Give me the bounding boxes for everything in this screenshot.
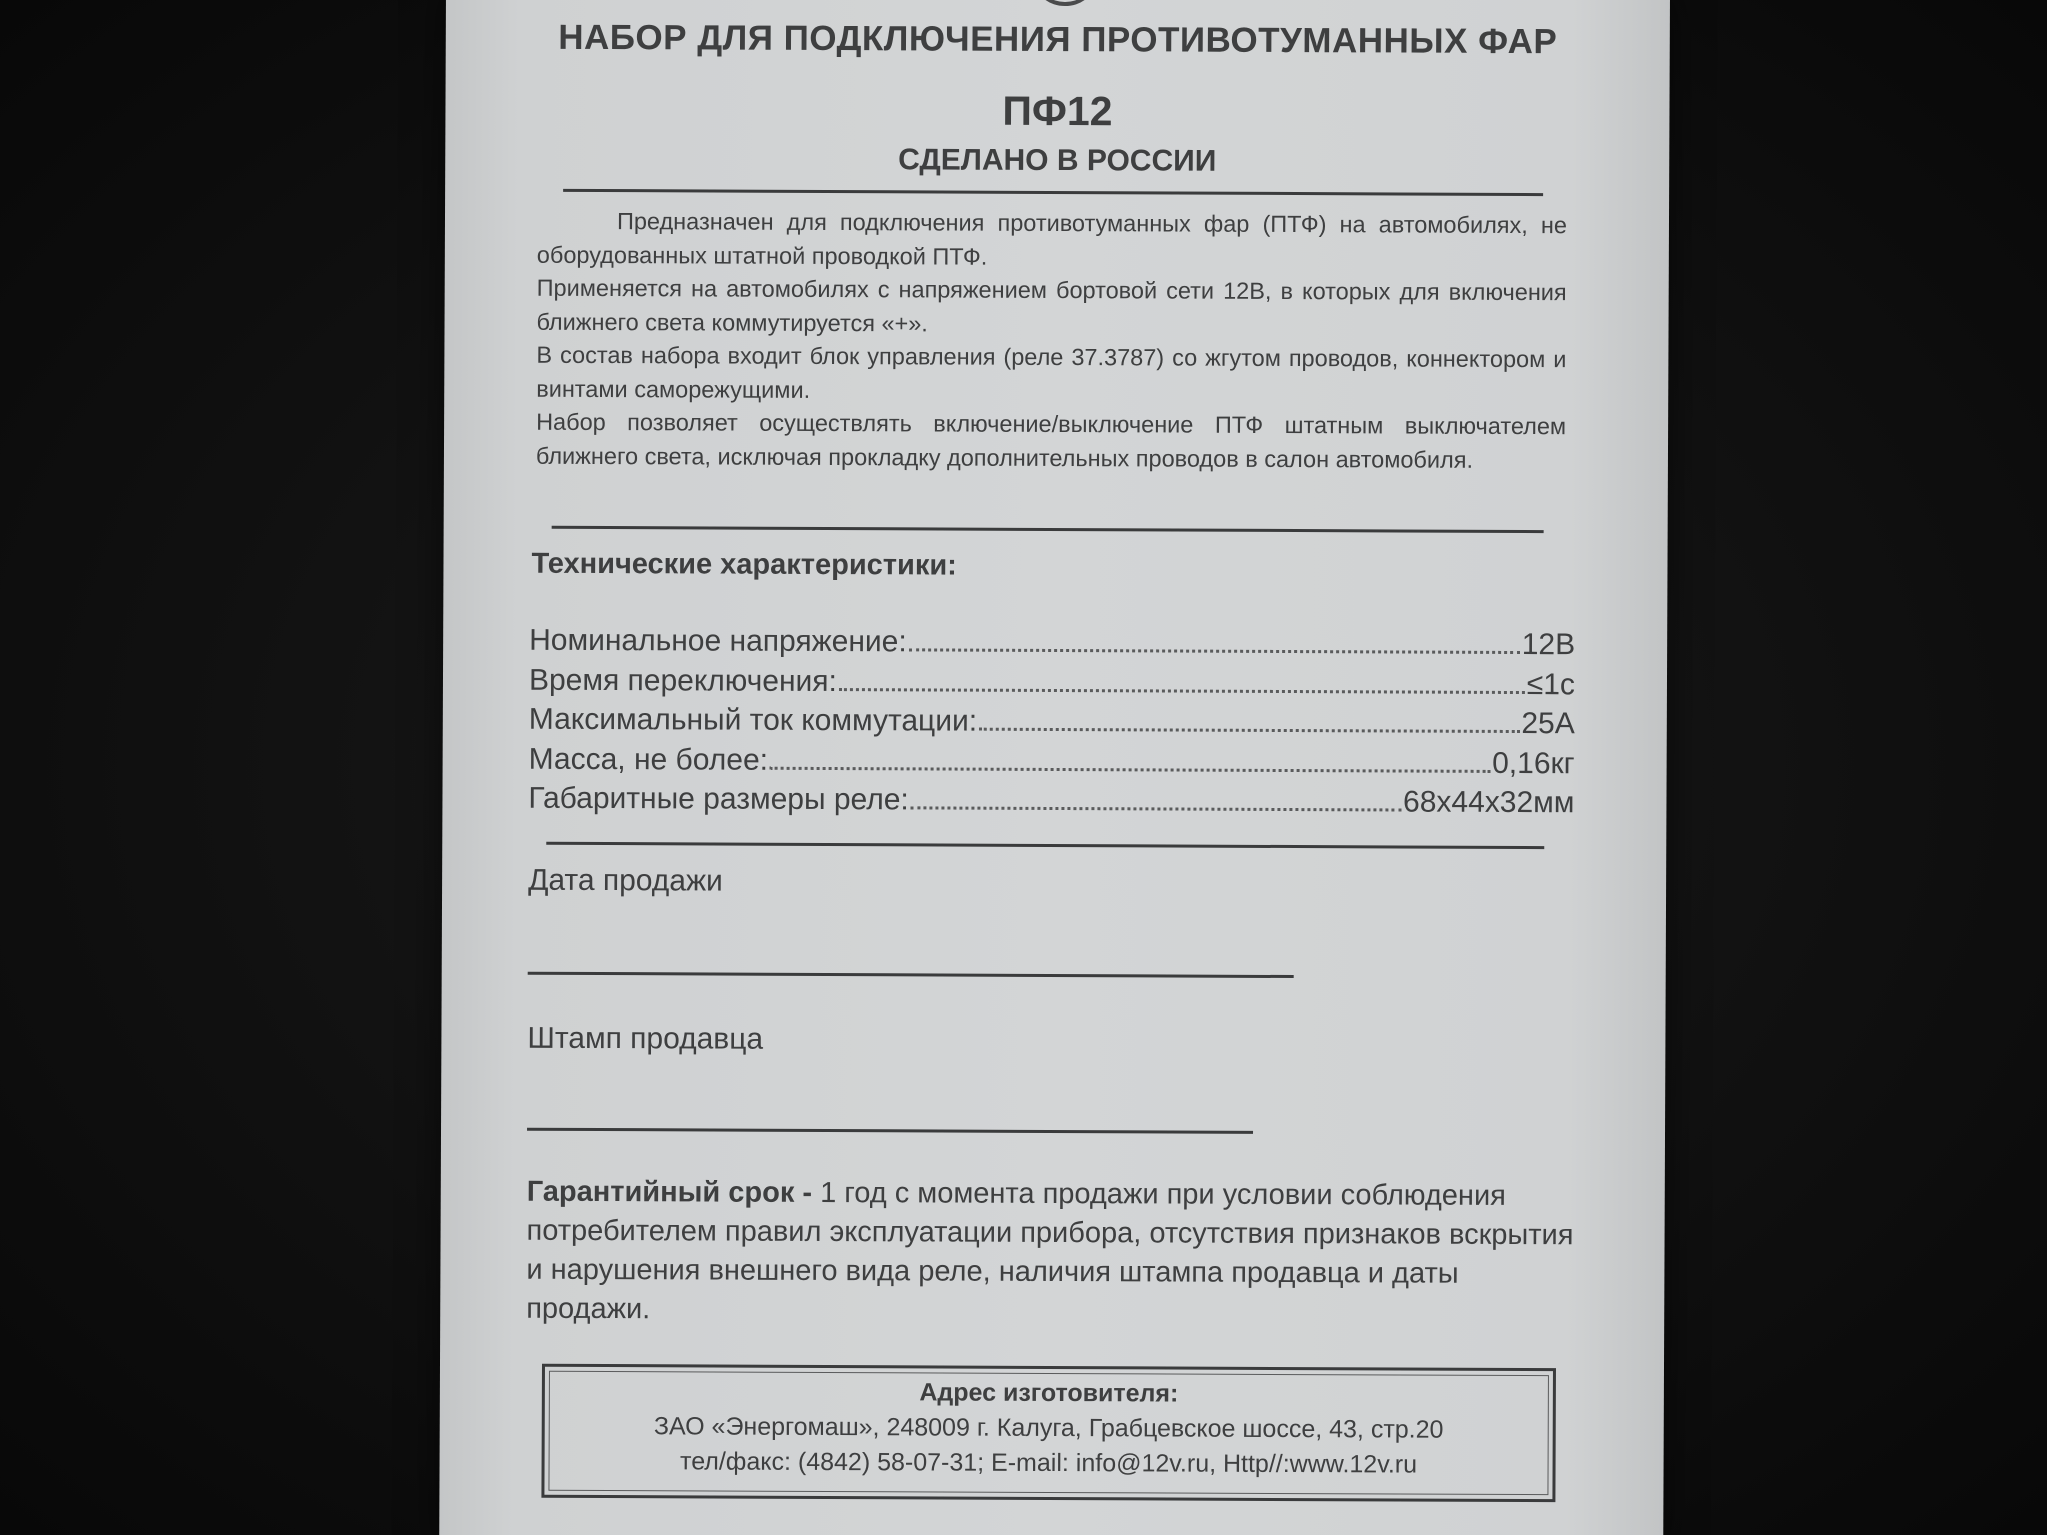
warranty-body: 1 год с момента продажи при условии соблюдения потребителем правил эксплуатации прибора, отсутствия признаков вскрытия и нарушения внешнего вида реле, наличия штампа продавца и даты продажи. xyxy=(526,1176,1574,1326)
spec-value: ≤1с xyxy=(1526,667,1576,701)
spec-value: 25А xyxy=(1521,707,1575,741)
spec-label: Габаритные размеры реле: xyxy=(528,781,909,817)
spec-label: Номинальное напряжение: xyxy=(529,623,907,659)
spec-label: Время переключения: xyxy=(528,663,837,698)
spec-value: 68x44x32мм xyxy=(1403,785,1575,820)
manufacturer-address: ЗАО «Энергомаш», 248009 г. Калуга, Грабцевское шоссе, 43, стр.20 xyxy=(653,1412,1444,1444)
dot-leader xyxy=(911,806,1401,811)
description-block xyxy=(536,205,1567,477)
dot-leader xyxy=(839,688,1525,694)
warranty-title: Гарантийный срок - xyxy=(526,1175,813,1209)
dot-leader xyxy=(909,648,1520,654)
product-model: ПФ12 xyxy=(1002,87,1113,135)
divider-bottom xyxy=(546,842,1544,849)
leaflet-title: НАБОР ДЛЯ ПОДКЛЮЧЕНИЯ ПРОТИВОТУМАННЫХ ФАР xyxy=(558,17,1558,62)
dot-leader xyxy=(770,766,1490,772)
manufacturer-address-title: Адрес изготовителя: xyxy=(919,1378,1179,1408)
sale-date-line xyxy=(528,972,1294,978)
sale-date-label: Дата продажи xyxy=(528,863,723,898)
spec-row xyxy=(529,703,1575,747)
warranty-text xyxy=(526,1173,1577,1334)
spec-value: 12В xyxy=(1521,628,1576,662)
spec-row xyxy=(529,742,1575,786)
divider-middle xyxy=(552,526,1544,533)
spec-row xyxy=(528,782,1574,826)
divider-top xyxy=(563,189,1543,196)
spec-value: 0,16кг xyxy=(1492,746,1575,780)
description-paragraph: В состав набора входит блок управления (реле 37.3787) со жгутом проводов, коннектором и винтами саморежущими. xyxy=(536,341,1567,403)
spec-row xyxy=(529,624,1575,668)
instruction-leaflet xyxy=(439,0,1670,1535)
seller-stamp-line xyxy=(527,1128,1253,1134)
specs-heading: Технические характеристики: xyxy=(531,547,957,582)
specs-list xyxy=(528,624,1575,826)
spec-label: Максимальный ток коммутации: xyxy=(528,702,978,738)
manufacturer-logo xyxy=(1036,0,1094,6)
dot-leader xyxy=(979,728,1519,733)
description-paragraph: Набор позволяет осуществлять включение/выключение ПТФ штатным выключателем ближнего света, исключая прокладку дополнительных проводов в салон автомобиля. xyxy=(535,408,1567,473)
manufacturer-contacts: тел/факс: (4842) 58-07-31; E-mail: info@12v.ru, Http//:www.12v.ru xyxy=(679,1447,1418,1479)
description-paragraph: Применяется на автомобилях с напряжением бортовой сети 12В, в которых для включения ближнего света коммутируется «+». xyxy=(536,274,1567,336)
spec-label: Масса, не более: xyxy=(528,742,769,777)
seller-stamp-label: Штамп продавца xyxy=(527,1021,764,1056)
manufacturer-address-box xyxy=(541,1364,1556,1502)
description-paragraph: Предназначен для подключения противотуманных фар (ПТФ) на автомобилях, не оборудованных штатной проводкой ПТФ. xyxy=(536,208,1568,270)
made-in-label: СДЕЛАНО В РОССИИ xyxy=(898,143,1217,178)
spec-row xyxy=(529,663,1575,707)
